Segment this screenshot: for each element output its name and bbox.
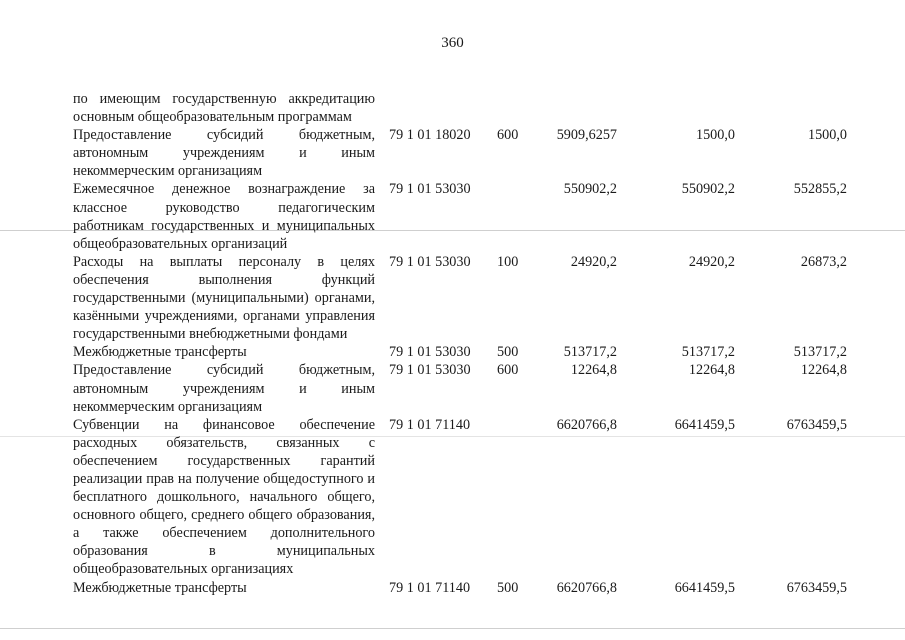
row-description: по имеющим государственную аккредитацию основным общеобразовательным программам bbox=[73, 91, 375, 126]
row-value-3: 1500,0 bbox=[807, 127, 847, 144]
row-code: 79 1 01 53030 bbox=[389, 181, 471, 198]
row-expense-type: 500 bbox=[497, 344, 519, 361]
row-code: 79 1 01 53030 bbox=[389, 253, 471, 270]
row-expense-type: 600 bbox=[497, 362, 519, 379]
row-code: 79 1 01 71140 bbox=[389, 416, 471, 433]
row-description: Межбюджетные трансферты bbox=[73, 579, 247, 596]
row-value-1: 6620766,8 bbox=[556, 579, 617, 596]
row-value-3: 513717,2 bbox=[793, 344, 847, 361]
table-row bbox=[73, 361, 873, 415]
row-value-1: 12264,8 bbox=[570, 362, 617, 379]
row-description: Предоставление субсидий бюджетным, автономным учреждениям и иным некоммерческим организациям bbox=[73, 362, 375, 415]
row-expense-type: 100 bbox=[497, 253, 519, 270]
row-value-1: 5909,6257 bbox=[556, 127, 617, 144]
row-code: 79 1 01 71140 bbox=[389, 579, 471, 596]
row-value-2: 513717,2 bbox=[681, 344, 735, 361]
row-description: Ежемесячное денежное вознаграждение за классное руководство педагогическим работникам государственных и муниципальных общеобразовательных организаций bbox=[73, 181, 375, 252]
page-number: 360 bbox=[441, 35, 464, 51]
row-value-2: 1500,0 bbox=[695, 127, 735, 144]
scan-line bbox=[0, 628, 905, 629]
table-row bbox=[73, 180, 873, 252]
row-code: 79 1 01 53030 bbox=[389, 344, 471, 361]
row-code: 79 1 01 53030 bbox=[389, 362, 471, 379]
table-row bbox=[73, 126, 873, 180]
row-value-2: 24920,2 bbox=[688, 253, 735, 270]
row-description: Межбюджетные трансферты bbox=[73, 344, 247, 361]
row-description: Расходы на выплаты персоналу в целях обеспечения выполнения функций государственными (муниципальными) органами, казёнными учреждениями, органами управления государственными внебюджетными фондами bbox=[73, 253, 375, 343]
row-value-1: 513717,2 bbox=[563, 344, 617, 361]
table-row bbox=[73, 343, 873, 361]
row-value-2: 550902,2 bbox=[681, 181, 735, 198]
table-row bbox=[73, 579, 873, 597]
row-expense-type: 500 bbox=[497, 579, 519, 596]
row-code: 79 1 01 18020 bbox=[389, 127, 471, 144]
row-value-3: 6763459,5 bbox=[786, 416, 847, 433]
row-value-2: 12264,8 bbox=[688, 362, 735, 379]
row-value-1: 550902,2 bbox=[563, 181, 617, 198]
row-description: Субвенции на финансовое обеспечение расходных обязательств, связанных с обеспечением государственных гарантий реализации прав на получение общедоступного и бесплатного дошкольного, начального общего, основного общего, среднего общего образования, а также обеспечением дополнительного образования в муниципальных общеобразовательных организациях bbox=[73, 416, 375, 578]
table-row bbox=[73, 90, 873, 126]
row-value-3: 6763459,5 bbox=[786, 579, 847, 596]
row-value-2: 6641459,5 bbox=[674, 416, 735, 433]
row-value-1: 24920,2 bbox=[570, 253, 617, 270]
row-description: Предоставление субсидий бюджетным, автономным учреждениям и иным некоммерческим организациям bbox=[73, 127, 375, 180]
table-row bbox=[73, 253, 873, 343]
budget-table bbox=[73, 90, 873, 597]
row-value-3: 26873,2 bbox=[800, 253, 847, 270]
row-expense-type: 600 bbox=[497, 127, 519, 144]
row-value-3: 552855,2 bbox=[793, 181, 847, 198]
row-value-3: 12264,8 bbox=[800, 362, 847, 379]
table-row bbox=[73, 416, 873, 579]
row-value-2: 6641459,5 bbox=[674, 579, 735, 596]
row-value-1: 6620766,8 bbox=[556, 416, 617, 433]
